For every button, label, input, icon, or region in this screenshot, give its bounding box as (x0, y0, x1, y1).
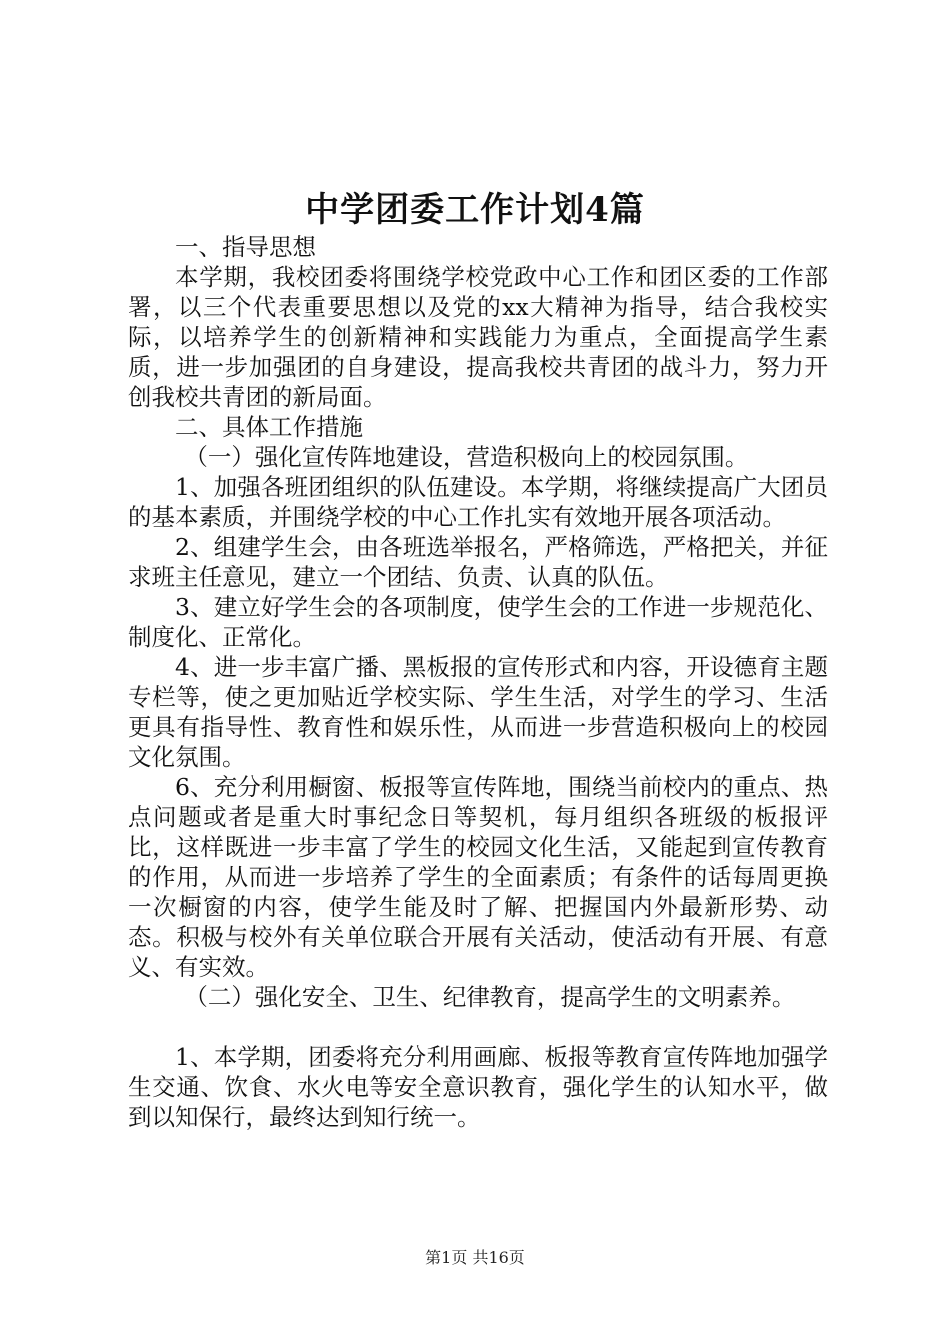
paragraph-item-3: 3、建立好学生会的各项制度，使学生会的工作进一步规范化、制度化、正常化。 (128, 593, 828, 651)
section-heading-guiding-thought: 一、指导思想 (175, 233, 316, 261)
paragraph-item-6: 6、充分利用橱窗、板报等宣传阵地，围绕当前校内的重点、热点问题或者是重大时事纪念日等契机，每月组织各班级的板报评比，这样既进一步丰富了学生的校园文化生活，又能起到宣传教育的作用，从而进一步培养了学生的全面素质；有条件的话每周更换一次橱窗的内容，使学生能及时了解、把握国内外最新形势、动态。积极与校外有关单位联合开展有关活动，使活动有开展、有意义、有实效。 (128, 773, 828, 981)
paragraph-item-4: 4、进一步丰富广播、黑板报的宣传形式和内容，开设德育主题专栏等，使之更加贴近学校实际、学生生活，对学生的学习、生活更具有指导性、教育性和娱乐性，从而进一步营造积极向上的校园文化氛围。 (128, 653, 828, 771)
document-title: 中学团委工作计划4篇 (305, 190, 645, 230)
subsection-heading-publicity: （一）强化宣传阵地建设，营造积极向上的校园氛围。 (184, 443, 749, 471)
page-number-footer: 第1页 共16页 (425, 1248, 525, 1267)
document-body (128, 232, 828, 1132)
section-heading-measures: 二、具体工作措施 (175, 413, 363, 441)
paragraph-guiding-thought: 本学期，我校团委将围绕学校党政中心工作和团区委的工作部署，以三个代表重要思想以及党的xx大精神为指导，结合我校实际，以培养学生的创新精神和实践能力为重点，全面提高学生素质，进一步加强团的自身建设，提高我校共青团的战斗力，努力开创我校共青团的新局面。 (128, 263, 828, 411)
subsection-heading-safety: （二）强化安全、卫生、纪律教育，提高学生的文明素养。 (184, 983, 796, 1011)
paragraph-safety-item-1: 1、本学期，团委将充分利用画廊、板报等教育宣传阵地加强学生交通、饮食、水火电等安全意识教育，强化学生的认知水平，做到以知保行，最终达到知行统一。 (128, 1043, 828, 1131)
paragraph-item-2: 2、组建学生会，由各班选举报名，严格筛选，严格把关，并征求班主任意见，建立一个团结、负责、认真的队伍。 (128, 533, 828, 591)
paragraph-item-1: 1、加强各班团组织的队伍建设。本学期，将继续提高广大团员的基本素质，并围绕学校的中心工作扎实有效地开展各项活动。 (128, 473, 828, 531)
